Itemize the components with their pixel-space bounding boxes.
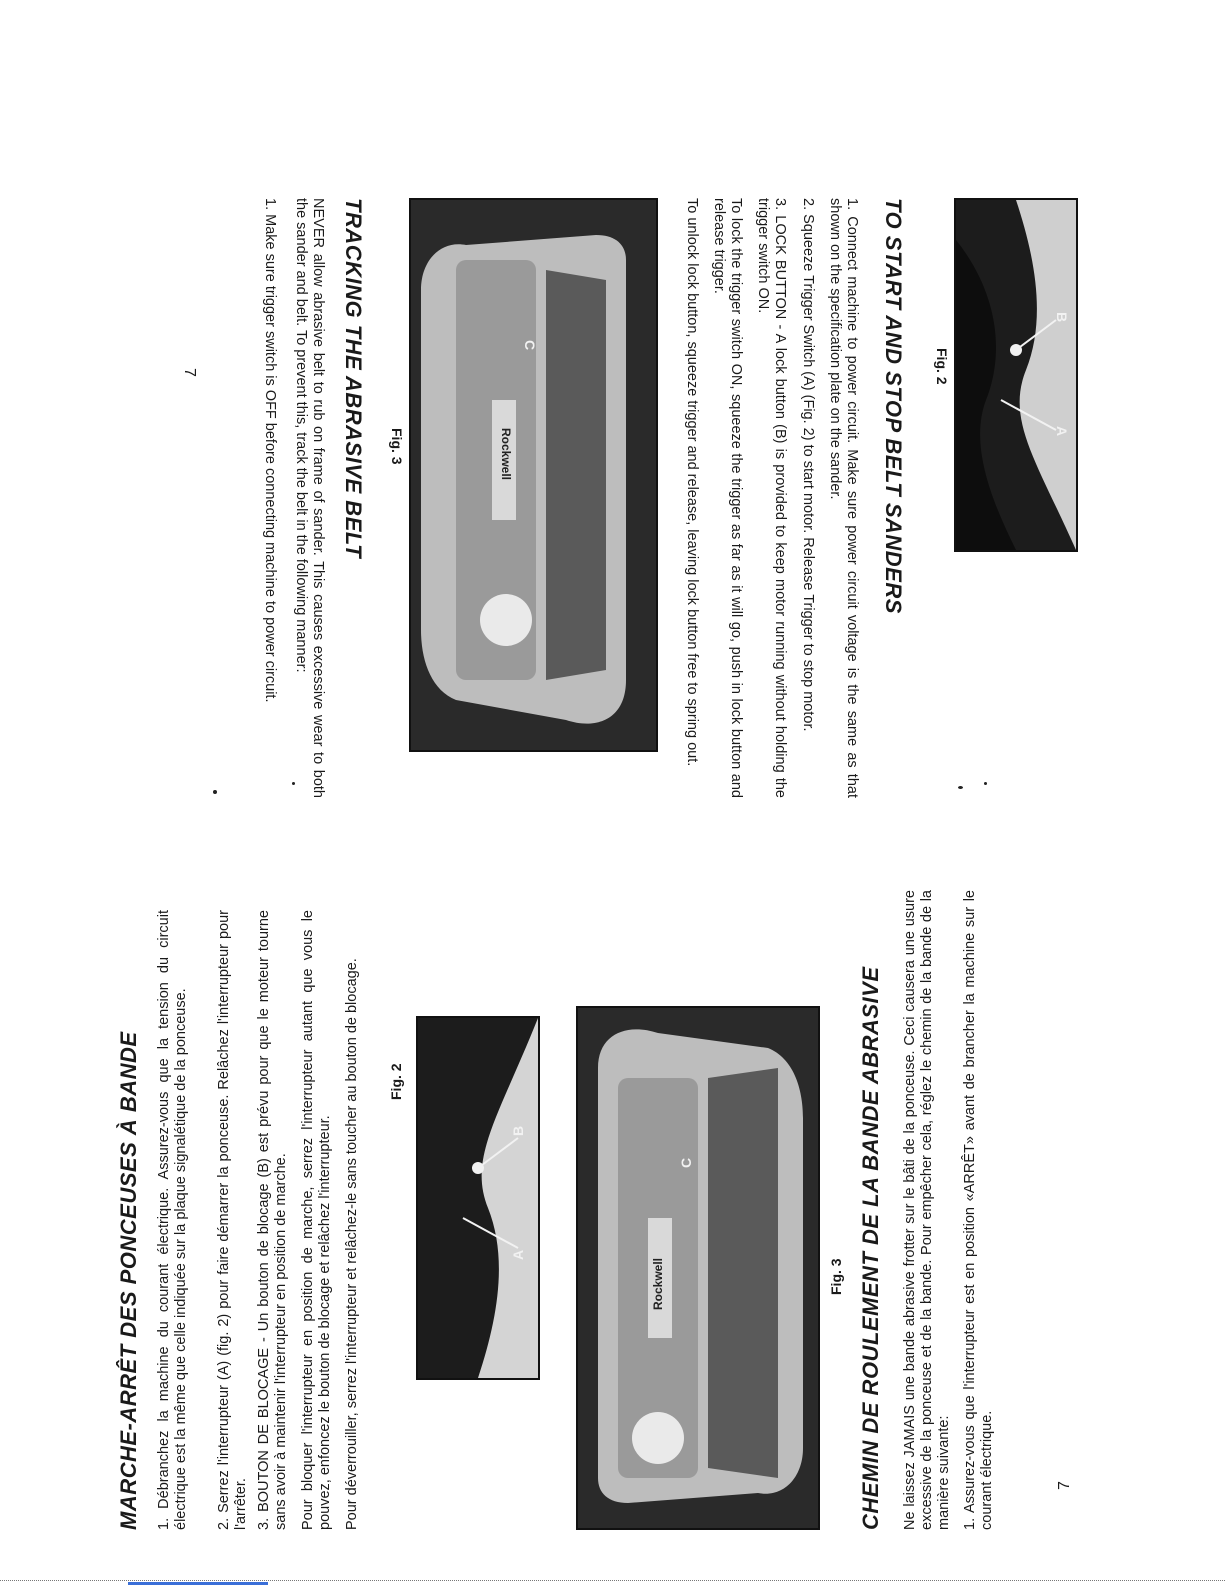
fr-belt-sander-illustration xyxy=(578,1008,818,1528)
french-section xyxy=(116,760,1116,1530)
start-stop-heading: TO START AND STOP BELT SANDERS xyxy=(881,198,906,614)
lock-instructions: To lock the trigger switch ON, squeeze the trigger as far as it will go, push in lock button and release trigger. xyxy=(711,198,744,798)
tracking-step-1: 1. Make sure trigger switch is OFF before connecting machine to power circuit. xyxy=(262,198,278,703)
fr-fig3-brand: Rockwell xyxy=(651,1257,665,1310)
fig2-label: Fig. 2 xyxy=(934,348,950,385)
fr-page-number: 7 xyxy=(1056,1481,1073,1490)
chemin-heading: CHEMIN DE ROULEMENT DE LA BANDE ABRASIVE xyxy=(858,966,883,1530)
fr-fig3-callout-c: C xyxy=(678,1157,694,1168)
scan-dot xyxy=(984,782,987,785)
unlock-instructions: To unlock lock button, squeeze trigger and release, leaving lock button free to spring out. xyxy=(684,198,700,767)
fig3-label: Fig. 3 xyxy=(389,428,405,465)
fr-fig2-callout-a: A xyxy=(510,1249,526,1260)
trigger-handle-illustration xyxy=(956,200,1076,550)
marche-step-1: 1. Débranchez la machine du courant électrique. Assurez-vous que la tension du circuit électrique est la même que celle indiquée sur la plaque signalétique de la ponceuse. xyxy=(156,910,189,1530)
fig2-callout-b: B xyxy=(1054,312,1070,323)
marche-heading: MARCHE-ARRÊT DES PONCEUSES À BANDE xyxy=(116,1031,141,1530)
page-number: 7 xyxy=(181,368,198,377)
fig2-callout-a: A xyxy=(1054,426,1070,437)
belt-sander-illustration xyxy=(411,200,656,750)
marche-unlock: Pour déverrouiller, serrez l'interrupteur et relâchez-le sans toucher au bouton de blocage. xyxy=(344,958,360,1530)
scan-dot xyxy=(958,786,963,789)
scan-dot xyxy=(213,790,217,794)
fr-fig2-label: Fig. 2 xyxy=(388,1063,404,1100)
tracking-intro: NEVER allow abrasive belt to rub on frame of sander. This causes excessive wear to both the sander and belt. To prevent this, track the belt in the following manner: xyxy=(293,198,326,798)
fr-fig3-photo xyxy=(576,1006,820,1530)
fig3-photo xyxy=(409,198,658,752)
fr-trigger-handle-illustration xyxy=(418,1018,538,1378)
fr-fig2-callout-b: B xyxy=(510,1125,526,1136)
marche-step-3: 3. BOUTON DE BLOCAGE - Un bouton de blocage (B) est prévu pour que le moteur tourne sans avoir à maintenir l'interrupteur en position de marche. xyxy=(256,910,289,1530)
english-section xyxy=(78,48,1078,818)
fr-fig3-label: Fig. 3 xyxy=(828,1258,844,1295)
fig2-photo xyxy=(954,198,1078,552)
start-stop-step-3: 3. LOCK BUTTON - A lock button (B) is provided to keep motor running without holding the trigger switch ON. xyxy=(755,198,788,798)
fig3-brand: Rockwell xyxy=(499,428,513,481)
start-stop-step-2: 2. Squeeze Trigger Switch (A) (Fig. 2) to start motor. Release Trigger to stop motor. xyxy=(800,198,816,732)
marche-lock: Pour bloquer l'interrupteur en position de marche, serrez l'interrupteur autant que vous le pouvez, enfoncez le bouton de blocage et relâchez l'interrupteur. xyxy=(300,910,333,1530)
chemin-intro: Ne laissez JAMAIS une bande abrasive frotter sur le bâti de la ponceuse. Ceci causera une usure excessive de la ponceuse et de la bande. Pour empêcher cela, réglez le chemin de la bande de la manière suivante: xyxy=(902,890,952,1530)
start-stop-step-1: 1. Connect machine to power circuit. Make sure power circuit voltage is the same as that shown on the specification plate on the sander. xyxy=(827,198,860,798)
fr-fig2-photo xyxy=(416,1016,540,1380)
marche-step-2: 2. Serrez l'interrupteur (A) (fig. 2) pour faire démarrer la ponceuse. Relâchez l'interrupteur pour l'arrêter. xyxy=(216,910,249,1530)
fig3-callout-c: C xyxy=(522,340,538,351)
chemin-step-1: 1. Assurez-vous que l'interrupteur est en position «ARRÊT» avant de brancher la machine sur le courant électrique. xyxy=(962,890,995,1530)
scan-dot xyxy=(292,782,295,785)
tracking-heading: TRACKING THE ABRASIVE BELT xyxy=(341,198,366,559)
